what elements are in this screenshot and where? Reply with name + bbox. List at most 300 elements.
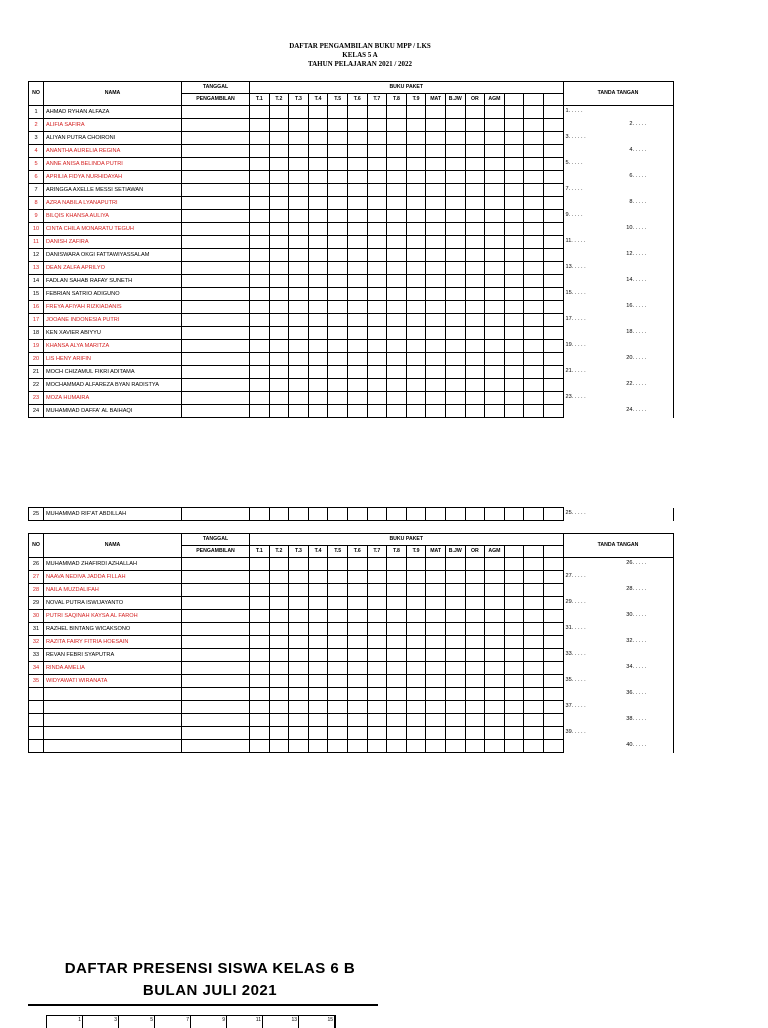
book-check-cell[interactable] [387,197,407,210]
book-check-cell[interactable] [308,584,328,597]
book-check-cell[interactable] [250,662,270,675]
book-check-cell[interactable] [250,597,270,610]
book-check-cell[interactable] [465,649,485,662]
book-check-cell[interactable] [308,675,328,688]
date-cell[interactable] [182,597,250,610]
book-check-cell[interactable] [445,623,465,636]
book-check-cell[interactable] [504,353,524,366]
book-check-cell[interactable] [328,740,348,753]
book-check-cell[interactable] [504,584,524,597]
book-check-cell[interactable] [426,249,446,262]
book-check-cell[interactable] [543,597,563,610]
book-check-cell[interactable] [465,353,485,366]
book-check-cell[interactable] [543,649,563,662]
book-check-cell[interactable] [524,262,544,275]
book-check-cell[interactable] [387,379,407,392]
book-check-cell[interactable] [308,106,328,119]
book-check-cell[interactable] [426,662,446,675]
book-check-cell[interactable] [250,688,270,701]
book-check-cell[interactable] [387,301,407,314]
book-check-cell[interactable] [504,379,524,392]
date-cell[interactable] [182,558,250,571]
book-check-cell[interactable] [367,584,387,597]
book-check-cell[interactable] [543,584,563,597]
book-check-cell[interactable] [485,301,505,314]
book-check-cell[interactable] [289,584,309,597]
book-check-cell[interactable] [387,340,407,353]
book-check-cell[interactable] [347,171,367,184]
book-check-cell[interactable] [543,223,563,236]
book-check-cell[interactable] [426,558,446,571]
book-check-cell[interactable] [387,288,407,301]
book-check-cell[interactable] [328,571,348,584]
book-check-cell[interactable] [406,508,426,521]
book-check-cell[interactable] [465,688,485,701]
book-check-cell[interactable] [406,623,426,636]
book-check-cell[interactable] [250,301,270,314]
book-check-cell[interactable] [524,275,544,288]
book-check-cell[interactable] [289,158,309,171]
signature-cell[interactable] [563,119,673,132]
book-check-cell[interactable] [328,597,348,610]
book-check-cell[interactable] [406,584,426,597]
book-check-cell[interactable] [308,184,328,197]
book-check-cell[interactable] [524,727,544,740]
book-check-cell[interactable] [367,571,387,584]
book-check-cell[interactable] [308,701,328,714]
book-check-cell[interactable] [269,184,289,197]
book-check-cell[interactable] [543,662,563,675]
book-check-cell[interactable] [328,106,348,119]
book-check-cell[interactable] [504,571,524,584]
book-check-cell[interactable] [543,571,563,584]
book-check-cell[interactable] [367,597,387,610]
book-check-cell[interactable] [543,392,563,405]
book-check-cell[interactable] [485,379,505,392]
signature-cell[interactable] [563,106,673,119]
book-check-cell[interactable] [543,508,563,521]
book-check-cell[interactable] [250,584,270,597]
book-check-cell[interactable] [445,236,465,249]
book-check-cell[interactable] [289,301,309,314]
book-check-cell[interactable] [347,701,367,714]
book-check-cell[interactable] [465,171,485,184]
book-check-cell[interactable] [328,701,348,714]
book-check-cell[interactable] [445,584,465,597]
book-check-cell[interactable] [269,145,289,158]
date-cell[interactable] [182,301,250,314]
book-check-cell[interactable] [367,649,387,662]
book-check-cell[interactable] [250,119,270,132]
book-check-cell[interactable] [347,132,367,145]
book-check-cell[interactable] [504,740,524,753]
book-check-cell[interactable] [504,145,524,158]
book-check-cell[interactable] [504,236,524,249]
book-check-cell[interactable] [524,353,544,366]
book-check-cell[interactable] [504,197,524,210]
signature-cell[interactable] [563,623,673,636]
book-check-cell[interactable] [426,262,446,275]
book-check-cell[interactable] [269,327,289,340]
book-check-cell[interactable] [289,366,309,379]
book-check-cell[interactable] [426,597,446,610]
book-check-cell[interactable] [426,727,446,740]
book-check-cell[interactable] [504,106,524,119]
book-check-cell[interactable] [328,662,348,675]
book-check-cell[interactable] [250,340,270,353]
book-check-cell[interactable] [543,636,563,649]
book-check-cell[interactable] [485,314,505,327]
book-check-cell[interactable] [445,158,465,171]
book-check-cell[interactable] [465,571,485,584]
book-check-cell[interactable] [269,119,289,132]
book-check-cell[interactable] [543,236,563,249]
book-check-cell[interactable] [504,727,524,740]
book-check-cell[interactable] [485,210,505,223]
book-check-cell[interactable] [445,636,465,649]
book-check-cell[interactable] [367,353,387,366]
signature-cell[interactable] [563,508,673,521]
date-cell[interactable] [182,379,250,392]
signature-cell[interactable] [563,171,673,184]
book-check-cell[interactable] [387,392,407,405]
book-check-cell[interactable] [445,197,465,210]
book-check-cell[interactable] [524,197,544,210]
book-check-cell[interactable] [269,197,289,210]
book-check-cell[interactable] [250,106,270,119]
book-check-cell[interactable] [269,301,289,314]
book-check-cell[interactable] [269,223,289,236]
book-check-cell[interactable] [367,327,387,340]
book-check-cell[interactable] [250,740,270,753]
book-check-cell[interactable] [426,675,446,688]
book-check-cell[interactable] [308,236,328,249]
book-check-cell[interactable] [504,249,524,262]
book-check-cell[interactable] [543,249,563,262]
book-check-cell[interactable] [289,223,309,236]
book-check-cell[interactable] [289,275,309,288]
book-check-cell[interactable] [485,366,505,379]
signature-cell[interactable] [563,223,673,236]
book-check-cell[interactable] [289,701,309,714]
book-check-cell[interactable] [406,379,426,392]
book-check-cell[interactable] [445,508,465,521]
book-check-cell[interactable] [465,727,485,740]
book-check-cell[interactable] [289,623,309,636]
book-check-cell[interactable] [465,223,485,236]
book-check-cell[interactable] [308,508,328,521]
date-cell[interactable] [182,145,250,158]
book-check-cell[interactable] [347,249,367,262]
signature-cell[interactable] [563,662,673,675]
book-check-cell[interactable] [328,558,348,571]
signature-cell[interactable] [563,301,673,314]
book-check-cell[interactable] [485,623,505,636]
book-check-cell[interactable] [426,197,446,210]
book-check-cell[interactable] [387,662,407,675]
book-check-cell[interactable] [426,701,446,714]
signature-cell[interactable] [563,597,673,610]
signature-cell[interactable] [563,197,673,210]
date-cell[interactable] [182,508,250,521]
signature-cell[interactable] [563,649,673,662]
book-check-cell[interactable] [328,171,348,184]
book-check-cell[interactable] [269,610,289,623]
book-check-cell[interactable] [426,649,446,662]
book-check-cell[interactable] [328,649,348,662]
book-check-cell[interactable] [347,106,367,119]
book-check-cell[interactable] [524,379,544,392]
book-check-cell[interactable] [426,132,446,145]
date-cell[interactable] [182,662,250,675]
book-check-cell[interactable] [328,405,348,418]
book-check-cell[interactable] [328,236,348,249]
book-check-cell[interactable] [387,584,407,597]
book-check-cell[interactable] [250,314,270,327]
book-check-cell[interactable] [347,119,367,132]
date-cell[interactable] [182,171,250,184]
book-check-cell[interactable] [308,623,328,636]
book-check-cell[interactable] [543,106,563,119]
book-check-cell[interactable] [445,184,465,197]
book-check-cell[interactable] [406,327,426,340]
book-check-cell[interactable] [406,262,426,275]
book-check-cell[interactable] [465,623,485,636]
book-check-cell[interactable] [250,392,270,405]
book-check-cell[interactable] [328,132,348,145]
book-check-cell[interactable] [524,145,544,158]
book-check-cell[interactable] [445,119,465,132]
date-cell[interactable] [182,106,250,119]
book-check-cell[interactable] [406,571,426,584]
book-check-cell[interactable] [387,571,407,584]
book-check-cell[interactable] [347,675,367,688]
book-check-cell[interactable] [367,301,387,314]
book-check-cell[interactable] [269,649,289,662]
book-check-cell[interactable] [426,610,446,623]
book-check-cell[interactable] [485,636,505,649]
book-check-cell[interactable] [465,636,485,649]
book-check-cell[interactable] [387,366,407,379]
book-check-cell[interactable] [426,366,446,379]
signature-cell[interactable] [563,184,673,197]
book-check-cell[interactable] [543,145,563,158]
date-cell[interactable] [182,119,250,132]
date-cell[interactable] [182,610,250,623]
book-check-cell[interactable] [347,327,367,340]
book-check-cell[interactable] [485,597,505,610]
signature-cell[interactable] [563,275,673,288]
book-check-cell[interactable] [289,327,309,340]
book-check-cell[interactable] [289,571,309,584]
book-check-cell[interactable] [426,106,446,119]
book-check-cell[interactable] [250,327,270,340]
book-check-cell[interactable] [445,688,465,701]
book-check-cell[interactable] [504,119,524,132]
book-check-cell[interactable] [445,366,465,379]
book-check-cell[interactable] [347,223,367,236]
book-check-cell[interactable] [543,197,563,210]
book-check-cell[interactable] [406,405,426,418]
book-check-cell[interactable] [269,701,289,714]
book-check-cell[interactable] [289,662,309,675]
book-check-cell[interactable] [465,740,485,753]
date-cell[interactable] [182,210,250,223]
book-check-cell[interactable] [308,597,328,610]
signature-cell[interactable] [563,340,673,353]
book-check-cell[interactable] [367,275,387,288]
book-check-cell[interactable] [347,727,367,740]
book-check-cell[interactable] [485,249,505,262]
book-check-cell[interactable] [328,249,348,262]
book-check-cell[interactable] [524,623,544,636]
book-check-cell[interactable] [289,740,309,753]
book-check-cell[interactable] [367,184,387,197]
book-check-cell[interactable] [445,314,465,327]
date-cell[interactable] [182,701,250,714]
book-check-cell[interactable] [524,301,544,314]
date-cell[interactable] [182,584,250,597]
book-check-cell[interactable] [426,158,446,171]
book-check-cell[interactable] [308,366,328,379]
book-check-cell[interactable] [347,649,367,662]
book-check-cell[interactable] [328,145,348,158]
book-check-cell[interactable] [308,740,328,753]
book-check-cell[interactable] [543,132,563,145]
book-check-cell[interactable] [485,727,505,740]
book-check-cell[interactable] [465,158,485,171]
book-check-cell[interactable] [465,236,485,249]
book-check-cell[interactable] [543,340,563,353]
book-check-cell[interactable] [504,184,524,197]
book-check-cell[interactable] [524,597,544,610]
book-check-cell[interactable] [504,623,524,636]
book-check-cell[interactable] [445,353,465,366]
book-check-cell[interactable] [426,210,446,223]
book-check-cell[interactable] [504,210,524,223]
book-check-cell[interactable] [269,584,289,597]
book-check-cell[interactable] [485,340,505,353]
book-check-cell[interactable] [485,132,505,145]
book-check-cell[interactable] [445,145,465,158]
book-check-cell[interactable] [308,340,328,353]
book-check-cell[interactable] [367,379,387,392]
book-check-cell[interactable] [504,223,524,236]
book-check-cell[interactable] [543,171,563,184]
book-check-cell[interactable] [406,145,426,158]
book-check-cell[interactable] [289,688,309,701]
book-check-cell[interactable] [465,714,485,727]
book-check-cell[interactable] [367,727,387,740]
book-check-cell[interactable] [504,340,524,353]
book-check-cell[interactable] [250,353,270,366]
book-check-cell[interactable] [504,132,524,145]
book-check-cell[interactable] [387,636,407,649]
book-check-cell[interactable] [387,508,407,521]
book-check-cell[interactable] [485,106,505,119]
book-check-cell[interactable] [347,353,367,366]
book-check-cell[interactable] [367,740,387,753]
signature-cell[interactable] [563,740,673,753]
book-check-cell[interactable] [524,508,544,521]
signature-cell[interactable] [563,314,673,327]
book-check-cell[interactable] [308,132,328,145]
book-check-cell[interactable] [347,301,367,314]
book-check-cell[interactable] [543,275,563,288]
book-check-cell[interactable] [308,119,328,132]
book-check-cell[interactable] [504,288,524,301]
book-check-cell[interactable] [289,184,309,197]
book-check-cell[interactable] [426,392,446,405]
book-check-cell[interactable] [465,405,485,418]
book-check-cell[interactable] [250,145,270,158]
book-check-cell[interactable] [328,158,348,171]
book-check-cell[interactable] [269,275,289,288]
book-check-cell[interactable] [485,145,505,158]
book-check-cell[interactable] [347,197,367,210]
book-check-cell[interactable] [504,262,524,275]
book-check-cell[interactable] [465,145,485,158]
book-check-cell[interactable] [406,714,426,727]
book-check-cell[interactable] [347,366,367,379]
book-check-cell[interactable] [289,197,309,210]
book-check-cell[interactable] [269,353,289,366]
book-check-cell[interactable] [367,236,387,249]
book-check-cell[interactable] [524,740,544,753]
book-check-cell[interactable] [387,675,407,688]
book-check-cell[interactable] [406,210,426,223]
book-check-cell[interactable] [328,727,348,740]
date-cell[interactable] [182,740,250,753]
book-check-cell[interactable] [308,249,328,262]
book-check-cell[interactable] [445,701,465,714]
book-check-cell[interactable] [328,288,348,301]
book-check-cell[interactable] [328,184,348,197]
book-check-cell[interactable] [445,210,465,223]
book-check-cell[interactable] [504,701,524,714]
book-check-cell[interactable] [269,132,289,145]
book-check-cell[interactable] [543,288,563,301]
book-check-cell[interactable] [524,584,544,597]
book-check-cell[interactable] [308,314,328,327]
book-check-cell[interactable] [367,158,387,171]
book-check-cell[interactable] [543,688,563,701]
book-check-cell[interactable] [426,236,446,249]
book-check-cell[interactable] [347,184,367,197]
book-check-cell[interactable] [426,288,446,301]
signature-cell[interactable] [563,392,673,405]
book-check-cell[interactable] [445,392,465,405]
book-check-cell[interactable] [524,249,544,262]
book-check-cell[interactable] [504,688,524,701]
book-check-cell[interactable] [289,210,309,223]
book-check-cell[interactable] [406,301,426,314]
book-check-cell[interactable] [347,379,367,392]
signature-cell[interactable] [563,366,673,379]
book-check-cell[interactable] [426,636,446,649]
book-check-cell[interactable] [524,223,544,236]
book-check-cell[interactable] [524,392,544,405]
book-check-cell[interactable] [406,223,426,236]
book-check-cell[interactable] [406,558,426,571]
signature-cell[interactable] [563,262,673,275]
book-check-cell[interactable] [465,379,485,392]
book-check-cell[interactable] [465,392,485,405]
book-check-cell[interactable] [504,610,524,623]
book-check-cell[interactable] [406,171,426,184]
book-check-cell[interactable] [465,340,485,353]
book-check-cell[interactable] [524,688,544,701]
